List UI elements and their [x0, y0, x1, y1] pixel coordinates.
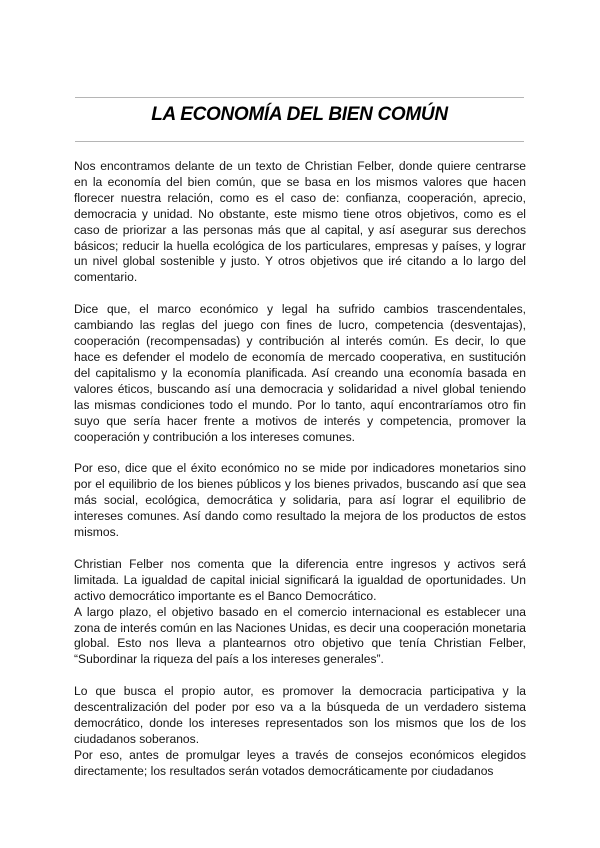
bottom-rule: [75, 141, 524, 142]
paragraph-intro: Nos encontramos delante de un texto de Christian Felber, donde quiere centrarse en la economía del bien común, que se basa en los mismos valores que hacen florecer nuestra relación, como es el caso de: confianza, cooperación, aprecio, democracia y unidad. No obstante, este mismo tiene otros objetivos, como es el caso de priorizar a las personas más que al capital, y así asegurar sus derechos básicos; reducir la huella ecológica de los particulares, empresas y países, y lograr un nivel global sostenible y justo. Y otros objetivos que iré citando a lo largo del comentario.: [74, 159, 526, 285]
document-body: [74, 159, 526, 780]
paragraph-exito-economico: Por eso, dice que el éxito económico no se mide por indicadores monetarios sino por el equilibrio de los bienes públicos y los bienes privados, buscando así que sea más social, ecológica, democrática y solidaria, para así lograr el equilibrio de intereses comunes. Así dando como resultado la mejora de los productos de estos mismos.: [74, 461, 526, 540]
paragraph-marco-economico: Dice que, el marco económico y legal ha sufrido cambios trascendentales, cambiando las reglas del juego con fines de lucro, competencia (desventajas), cooperación (recompensadas) y contribución al interés común. Es decir, lo que hace es defender el modelo de economía de mercado cooperativa, en sustitución del capitalismo y la economía planificada. Así creando una economía basada en valores éticos, buscando así una democracia y solidaridad a nivel global teniendo las mismas condiciones todo el mundo. Por lo tanto, aquí encontraríamos otro fin suyo que sería hacer frente a motivos de interés y competencia, promover la cooperación y contribución a los intereses comunes.: [74, 302, 526, 444]
paragraph-democracia-participativa: Lo que busca el propio autor, es promover la democracia participativa y la descentralización del poder por eso va a la búsqueda de un verdadero sistema democrático, donde los intereses representados son los mismos que los de los ciudadanos soberanos.: [74, 684, 526, 746]
document-title: LA ECONOMÍA DEL BIEN COMÚN: [151, 104, 448, 125]
paragraph-ingresos-activos: Christian Felber nos comenta que la diferencia entre ingresos y activos será limitada. La igualdad de capital inicial significará la igualdad de oportunidades. Un activo democrático importante es el Banco Democrático.: [74, 556, 526, 603]
top-rule: [75, 97, 524, 98]
paragraph-comercio-internacional: A largo plazo, el objetivo basado en el comercio internacional es establecer una zona de interés común en las Naciones Unidas, es decir una cooperación monetaria global. Esto nos lleva a plantearnos otro objetivo que tenía Christian Felber, “Subordinar la riqueza del país a los intereses generales”.: [74, 604, 526, 667]
paragraph-leyes: Por eso, antes de promulgar leyes a través de consejos económicos elegidos directamente; los resultados serán votados democráticamente por ciudadanos: [74, 747, 526, 778]
